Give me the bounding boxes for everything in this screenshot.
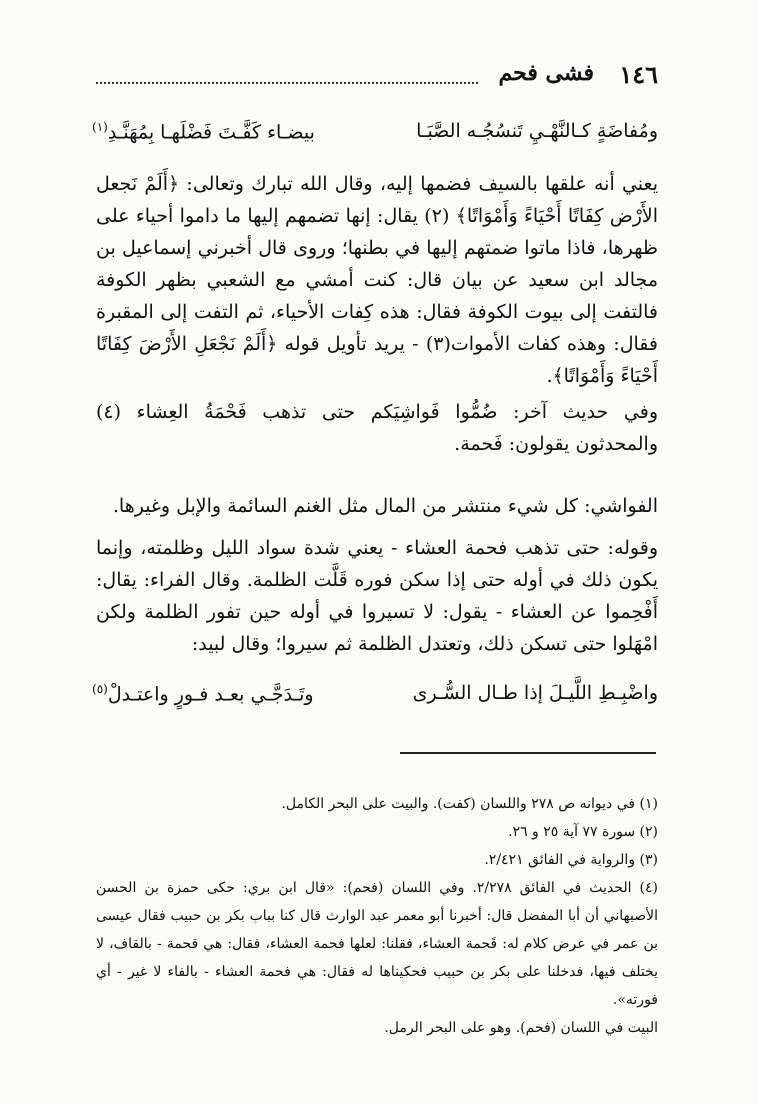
paragraph-4: وقوله: حتى تذهب فحمة العشاء - يعني شدة سواد الليل وظلمته، وإنما يكون ذلك في أوله حتى إذا سكن فوره قَلَّت الظلمة. وقال الفراء: يقال: أَفْحِموا عن العشاء - يقول: لا تسيروا في أوله حين تفور الظلمة ولكن امْهَلوا حتى تسكن ذلك، وتعتدل الظلمة ثم سيروا؛ وقال لبيد: <box>96 537 658 655</box>
footnote-5: البيت في اللسان (فحم). وهو على البحر الرمل. <box>384 1020 658 1036</box>
paragraph-1: يعني أنه علقها بالسيف فضمها إليه، وقال الله تبارك وتعالى: ﴿أَلَمْ نَجعل الأَرْض كِفَاتًا أَحْيَاءً وَأَمْوَاتًا﴾ (٢) يقال: إنها تضمهم إليها ما داموا أحياء على ظهرها، فاذا ماتوا ضمتهم إليها في بطنها؛ وروى قال أخبرني إسماعيل بن مجالد ابن سعيد عن بيان قال: كنت أمشي مع الشعبي بظهر الكوفة فالتفت إلى بيوت الكوفة فقال: هذه كِفات الأحياء، ثم التفت إلى المقبرة فقال: وهذه كفات الأموات(٣) - يريد تأويل قوله ﴿أَلَمْ نَجْعَلِ الأَرْضَ كِفَاتًا أَحْيَاءً وَأَمْوَاتًا﴾. <box>96 173 658 387</box>
footnote-1: (١) في ديوانه ص ٢٧٨ واللسان (كفت). والبيت على البحر الكامل. <box>281 796 658 812</box>
page-header <box>96 60 658 100</box>
footnote-2: (٢) سورة ٧٧ آية ٢٥ و ٢٦. <box>508 824 658 840</box>
verse2-second-hemistich: وتَـدَجَّـي بعـد فـورٍ واعتـدلْ$^{(٥)}$ <box>92 682 314 706</box>
verse1-second-hemistich: بيضـاء كَفَّـتَ فَضْلَهـا بِمُهَنَّـدِ$^{(١)}$ <box>92 120 315 144</box>
paragraph-2: وفي حديث آخر: ضُمُّوا فَواشِيَكم حتى تذهب فَحْمَةُ العِشاء (٤) والمحدثون يقولون: فَحمة. <box>96 401 658 455</box>
verse-line-2 <box>92 682 658 716</box>
footnotes <box>96 790 658 1042</box>
header-dotted-leader <box>96 82 478 84</box>
running-head: فشى فحم <box>498 60 594 86</box>
verse1-first-hemistich: ومُفاضَةٍ كـالنَّهْـيِ تَنسُجُـه الصَّبَـا <box>416 120 658 142</box>
verse2-footnote-ref: (٥) <box>92 682 108 696</box>
paragraph-3: الفواشي: كل شيء منتشر من المال مثل الغنم السائمة والإبل وغيرها. <box>112 495 658 517</box>
footnote-separator <box>400 752 656 754</box>
page-number: ١٤٦ <box>619 60 658 89</box>
verse2-first-hemistich: واضْبِـطِ اللَّيـلَ إذا طـال السُّـرى <box>412 682 658 704</box>
verse1-footnote-ref: (١) <box>92 120 108 134</box>
footnote-4: (٤) الحديث في الفائق ٢/٢٧٨. وفي اللسان (فحم): «قال ابن بري: حكى حمزة بن الحسن الأصبهاني أن أبا المفضل قال: أخبرنا أبو معمر عبد الوارث قال كنا بباب بكر بن حبيب فقال عيسى بن عمر في عرض كلام له: قَحمة العشاء، فقلنا: لعلها فحمة العشاء، فقال: هي قحمة - بالقاف، لا يختلف فيها، فدخلنا على بكر بن حبيب فحكيناها له فقال: هي فحمة العشاء - بالفاء لا غير - أي فورته». <box>96 880 658 1008</box>
verse-line-1 <box>92 120 658 154</box>
footnote-3: (٣) والرواية في الفائق ٢/٤٢١. <box>484 852 658 868</box>
